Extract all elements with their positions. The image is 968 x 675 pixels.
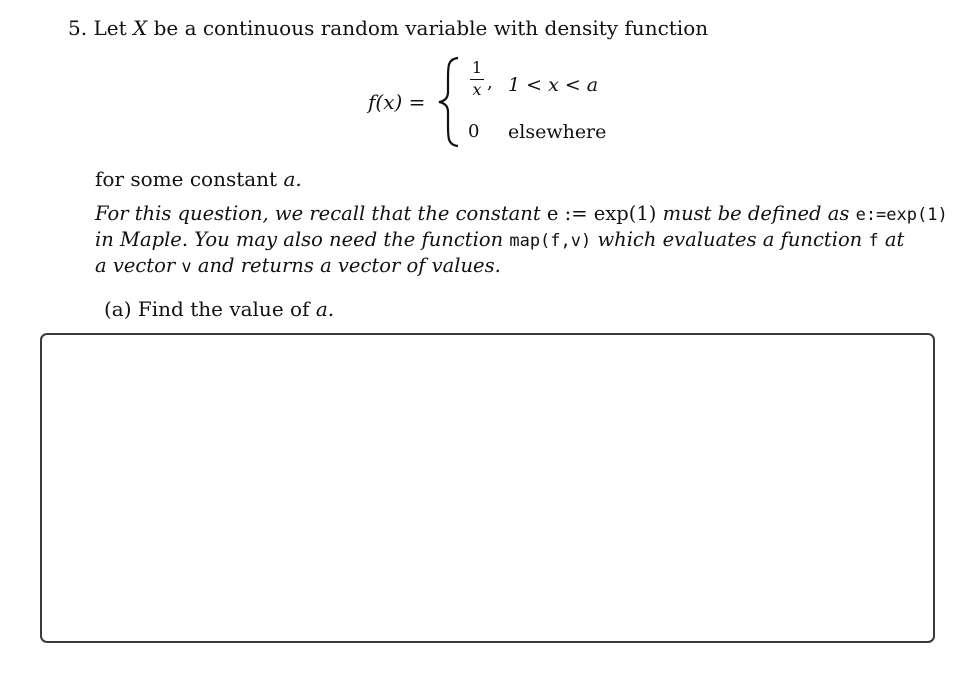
case1-denominator: x <box>472 80 482 99</box>
code-v: v <box>181 257 192 277</box>
answer-box[interactable] <box>40 333 935 643</box>
code-f: f <box>868 231 879 251</box>
case2-condition: elsewhere <box>508 121 607 143</box>
case1-numerator: 1 <box>471 58 483 77</box>
note-text: must be defined as <box>662 202 850 225</box>
part-a-label: (a) <box>104 297 132 321</box>
problem-number: 5. <box>68 16 88 40</box>
note-text: at <box>884 228 905 251</box>
random-variable-symbol: X <box>132 16 148 40</box>
case1-comma: , <box>487 72 493 93</box>
note-line-2 <box>95 228 904 251</box>
problem-intro-end: be a continuous random variable with density function <box>153 16 709 40</box>
constant-statement <box>95 167 302 191</box>
equation-lhs: f(x) = <box>368 90 426 114</box>
case2-value: 0 <box>468 121 480 142</box>
case1-condition: 1 < x < a <box>508 74 599 96</box>
note-line-3 <box>95 254 501 277</box>
code-e-exp: e:=exp(1) <box>855 205 948 225</box>
part-a-var: a. <box>315 297 335 321</box>
problem-statement <box>68 16 708 40</box>
constant-var: a. <box>283 167 302 191</box>
note-math-e: e := exp(1) <box>546 202 657 225</box>
note-text: which evaluates a function <box>597 228 863 251</box>
note-text: in Maple. You may also need the function <box>95 228 504 251</box>
part-a-question <box>104 297 334 321</box>
note-text: a vector <box>95 254 176 277</box>
note-text: and returns a vector of values. <box>197 254 501 277</box>
case1-fraction <box>466 58 488 99</box>
note-text: For this question, we recall that the constant <box>95 202 541 225</box>
code-map: map(f,v) <box>509 231 592 251</box>
part-a-text: Find the value of <box>137 297 310 321</box>
note-line-1 <box>95 202 948 225</box>
constant-text: for some constant <box>95 167 278 191</box>
problem-intro-start: Let <box>93 16 127 40</box>
left-brace-icon <box>436 56 462 148</box>
